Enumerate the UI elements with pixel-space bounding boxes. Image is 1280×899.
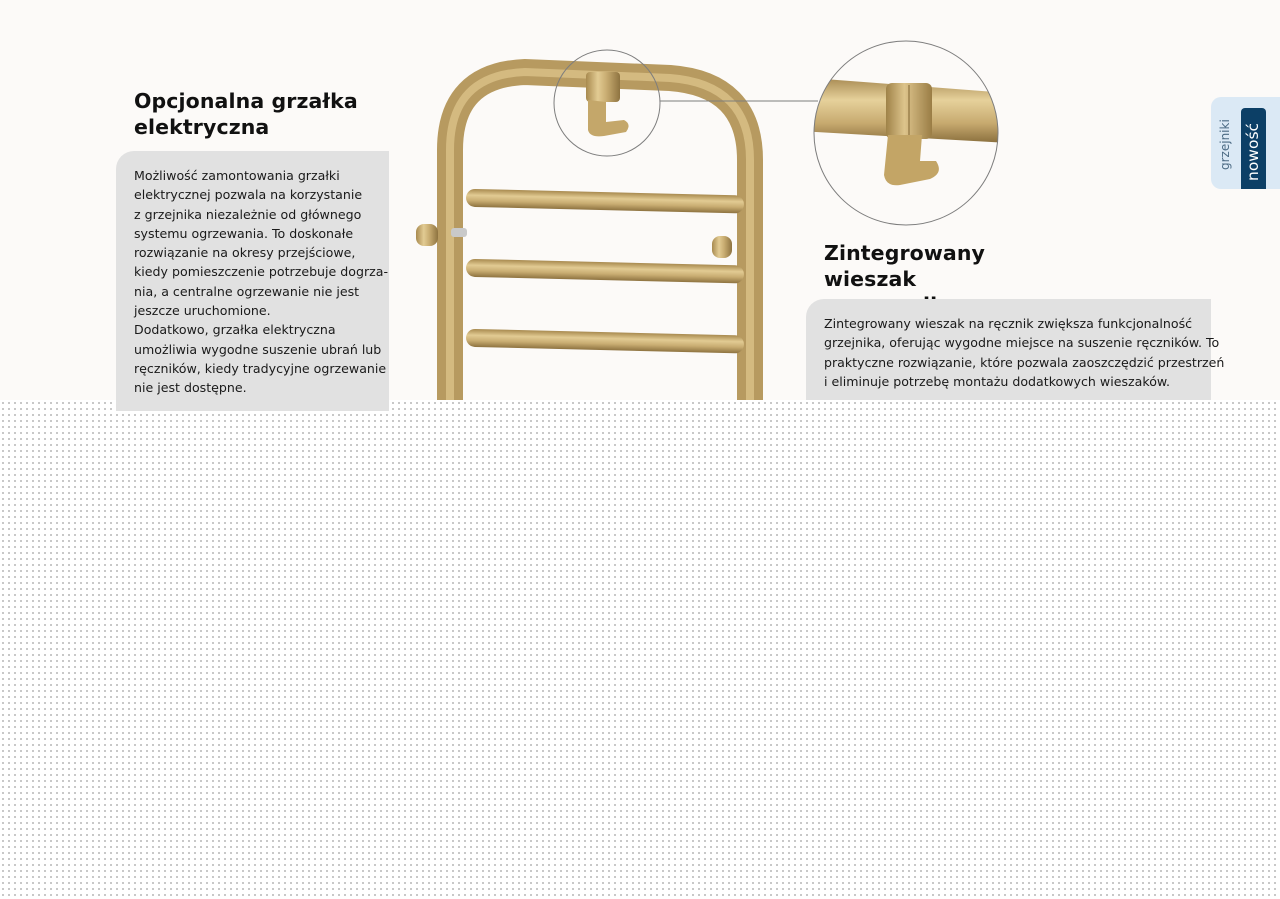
text-line: Dodatkowo, grzałka elektryczna [134, 322, 336, 338]
text-line: nia, a centralne ogrzewanie nie jest [134, 283, 360, 299]
text-line: i eliminuje potrzebę montażu dodatkowych wieszaków. [824, 373, 1171, 389]
heater-section-title [134, 88, 374, 140]
heater-title-line: elektryczna [134, 115, 270, 139]
text-line: z grzejnika niezależnie od głównego [134, 206, 362, 222]
text-line: umożliwia wygodne suszenie ubrań lub [134, 341, 382, 357]
text-line: systemu ogrzewania. To doskonałe [134, 225, 354, 241]
text-line: jeszcze uruchomione. [134, 303, 271, 319]
text-line: elektrycznej pozwala na korzystanie [134, 187, 363, 203]
hanger-title-line: Zintegrowany wieszak [824, 241, 985, 291]
heater-description [134, 166, 389, 398]
empty-canvas-area [0, 400, 1280, 899]
new-badge-label: nowość [1244, 122, 1262, 181]
text-line: Możliwość zamontowania grzałki [134, 168, 340, 183]
category-label: grzejniki [1218, 119, 1232, 170]
text-line: praktyczne rozwiązanie, które pozwala zaoszczędzić przestrzeń [824, 354, 1225, 370]
text-line: grzejnika, oferując wygodne miejsce na suszenie ręczników. To [824, 335, 1220, 351]
heater-title-line: Opcjonalna grzałka [134, 89, 358, 113]
text-line: nie jest dostępne. [134, 380, 247, 396]
text-line: kiedy pomieszczenie potrzebuje dogrza- [134, 264, 389, 280]
text-line: rozwiązanie na okresy przejściowe, [134, 245, 356, 261]
hanger-zoom-illustration [808, 35, 1004, 231]
text-line: ręczników, kiedy tradycyjne ogrzewanie [134, 360, 387, 376]
hanger-description [824, 314, 1225, 391]
text-line: Zintegrowany wieszak na ręcznik zwiększa funkcjonalność [824, 316, 1193, 331]
